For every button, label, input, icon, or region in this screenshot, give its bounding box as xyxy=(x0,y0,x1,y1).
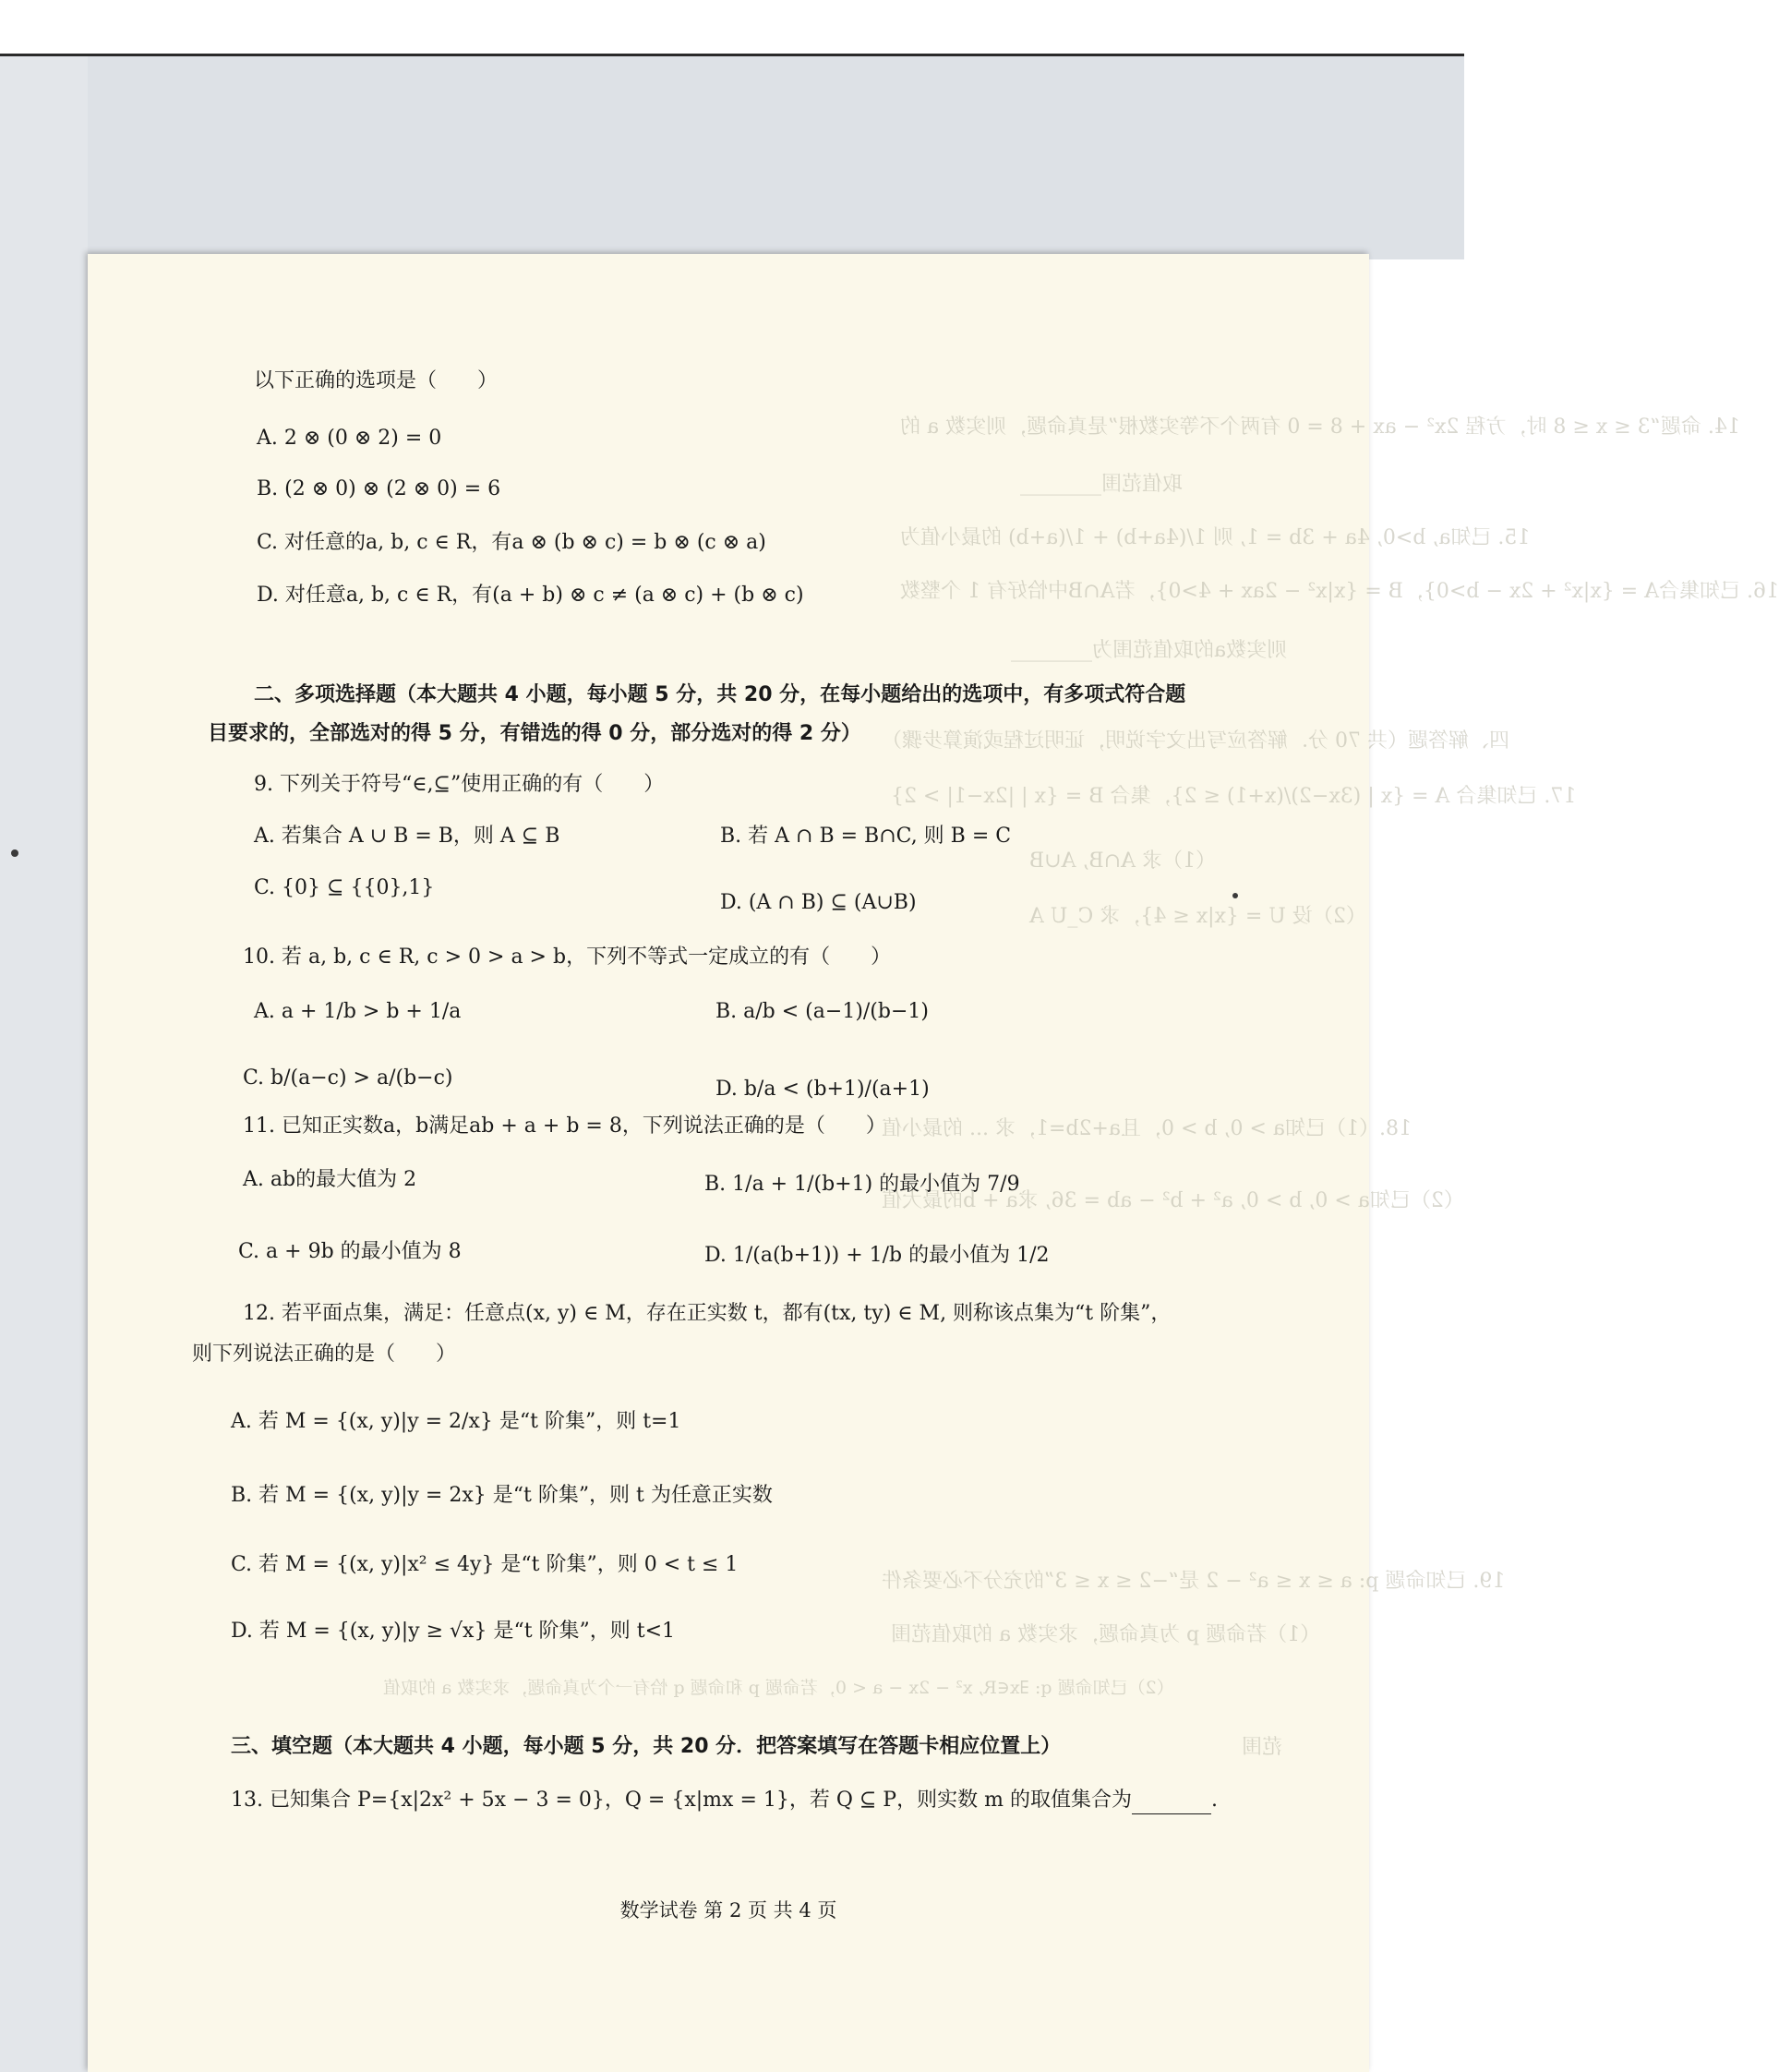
q8-stem: 以下正确的选项是（ ） xyxy=(254,369,499,392)
q13-question xyxy=(231,1787,1218,1814)
q9-option-a: A. 若集合 A ∪ B = B，则 A ⊆ B xyxy=(254,825,560,848)
q8-option-d: D. 对任意a, b, c ∈ R，有(a + b) ⊗ c ≠ (a ⊗ c) + (b ⊗ c) xyxy=(257,584,804,607)
page-footer: 数学试卷 第 2 页 共 4 页 xyxy=(619,1899,837,1921)
q10-stem: 10. 若 a, b, c ∈ R, c > 0 > a > b，下列不等式一定成立的有（ ） xyxy=(243,946,892,969)
q10-option-d: D. b/a < (b+1)/(a+1) xyxy=(715,1078,930,1101)
bleed-line-3: 15. 已知a, b>0, 4a + 3b = 1, 则 1/(4a+b) + 1/(a+b) 的最小值为 xyxy=(900,526,1531,549)
exam-page xyxy=(88,254,1779,2072)
bleed-line-15: 范围 xyxy=(1242,1736,1283,1759)
scan-top-margin xyxy=(0,0,1464,56)
q9-stem: 9. 下列关于符号“∈,⊆”使用正确的有（ ） xyxy=(254,773,665,796)
q13-text: 13. 已知集合 P={x|2x² + 5x − 3 = 0}，Q = {x|mx = 1}，若 Q ⊆ P，则实数 m 的取值集合为 xyxy=(231,1789,1132,1812)
q9-option-d: D. (A ∩ B) ⊆ (A∪B) xyxy=(720,891,917,914)
section2-heading-line1: 二、多项选择题（本大题共 4 小题，每小题 5 分，共 20 分，在每小题给出的选项中，有多项式符合题 xyxy=(254,683,1186,706)
q8-option-b: B. (2 ⊗ 0) ⊗ (2 ⊗ 0) = 6 xyxy=(257,477,501,500)
q9-option-c: C. {0} ⊆ {{0},1} xyxy=(254,876,435,899)
q13-period: . xyxy=(1210,1789,1218,1812)
q11-option-a: A. ab的最大值为 2 xyxy=(243,1168,417,1191)
bleed-line-10: 18.（1）已知a > 0, b > 0，且a+2b=1，求 ... 的最小值 xyxy=(882,1117,1412,1140)
q12-option-a: A. 若 M = {(x, y)|y = 2/x} 是“t 阶集”，则 t=1 xyxy=(231,1410,681,1433)
q12-stem-line2: 则下列说法正确的是（ ） xyxy=(192,1343,457,1366)
q9-option-b: B. 若 A ∩ B = B∩C, 则 B = C xyxy=(720,825,1012,848)
q11-option-b: B. 1/a + 1/(b+1) 的最小值为 7/9 xyxy=(704,1173,1020,1196)
bleed-line-4: 16. 已知集合A = {x|x² + 2x − b>0}，B = {x|x² − 2ax + 4>0}，若A∩B中恰好有 1 个整数 xyxy=(900,580,1779,603)
q11-option-d: D. 1/(a(b+1)) + 1/b 的最小值为 1/2 xyxy=(704,1244,1050,1267)
bleed-line-2: 取值范围________ xyxy=(1020,473,1184,496)
q8-option-c: C. 对任意的a, b, c ∈ R，有a ⊗ (b ⊗ c) = b ⊗ (c ⊗ a) xyxy=(257,531,766,554)
q10-option-a: A. a + 1/b > b + 1/a xyxy=(254,1000,462,1023)
bleed-line-5: 则实数a的取值范围为________ xyxy=(1011,639,1288,662)
bleed-line-1: 14. 命题“3 ≤ x ≤ 8 时，方程 2x² − ax + 8 = 0 有两个不等实数根”是真命题，则实数 a 的 xyxy=(900,416,1740,439)
scan-background xyxy=(0,56,1464,259)
bleed-line-11: （2）已知a > 0, b > 0, a² + b² − ab = 36, 求a + b的最大值 xyxy=(882,1189,1464,1212)
q10-option-b: B. a/b < (a−1)/(b−1) xyxy=(715,1000,929,1023)
bleed-line-14: （2）已知命题 q: ∃x∈R, x² − 2x − a < 0，若命题 p 和命题 q 恰有一个为真命题，求实数 a 的取值 xyxy=(383,1678,1174,1698)
q11-option-c: C. a + 9b 的最小值为 8 xyxy=(238,1240,462,1263)
scan-speck xyxy=(11,849,18,857)
q13-answer-blank xyxy=(1132,1793,1211,1814)
bleed-line-6: 四、解答题（共 70 分．解答应写出文字说明，证明过程或演算步骤） xyxy=(882,729,1509,753)
bleed-line-13: （1）若命题 p 为真命题，求实数 a 的取值范围 xyxy=(891,1623,1321,1646)
bleed-line-12: 19. 已知命题 p: a ≤ x ≤ a² − 2 是“−2 ≤ x ≤ 3”的充分不必要条件 xyxy=(882,1570,1506,1593)
scan-left-margin xyxy=(0,56,88,2072)
section3-heading: 三、填空题（本大题共 4 小题，每小题 5 分，共 20 分．把答案填写在答题卡相应位置上） xyxy=(231,1735,1062,1758)
bleed-line-7: 17. 已知集合 A = {x | (3x−2)/(x+1) ≤ 2}，集合 B = {x | |2x−1| > 2} xyxy=(891,785,1577,808)
q11-stem: 11. 已知正实数a，b满足ab + a + b = 8，下列说法正确的是（ ） xyxy=(243,1114,886,1138)
q10-option-c: C. b/(a−c) > a/(b−c) xyxy=(243,1066,453,1090)
bleed-line-8: （1）求 A∩B, A∪B xyxy=(1029,849,1216,873)
bleed-line-9: （2）设 U = {x|x ≤ 4}，求 C_U A xyxy=(1029,905,1366,928)
q12-option-b: B. 若 M = {(x, y)|y = 2x} 是“t 阶集”，则 t 为任意正实数 xyxy=(231,1484,773,1507)
q12-option-c: C. 若 M = {(x, y)|x² ≤ 4y} 是“t 阶集”，则 0 < t ≤ 1 xyxy=(231,1553,739,1576)
q12-option-d: D. 若 M = {(x, y)|y ≥ √x} 是“t 阶集”，则 t<1 xyxy=(231,1620,676,1643)
section2-heading-line2: 目要求的，全部选对的得 5 分，有错选的得 0 分，部分选对的得 2 分） xyxy=(208,722,861,745)
q8-option-a: A. 2 ⊗ (0 ⊗ 2) = 0 xyxy=(257,427,442,450)
scan-speck xyxy=(1232,893,1238,898)
q12-stem-line1: 12. 若平面点集，满足：任意点(x, y) ∈ M，存在正实数 t，都有(tx, ty) ∈ M, 则称该点集为“t 阶集”， xyxy=(243,1302,1172,1325)
